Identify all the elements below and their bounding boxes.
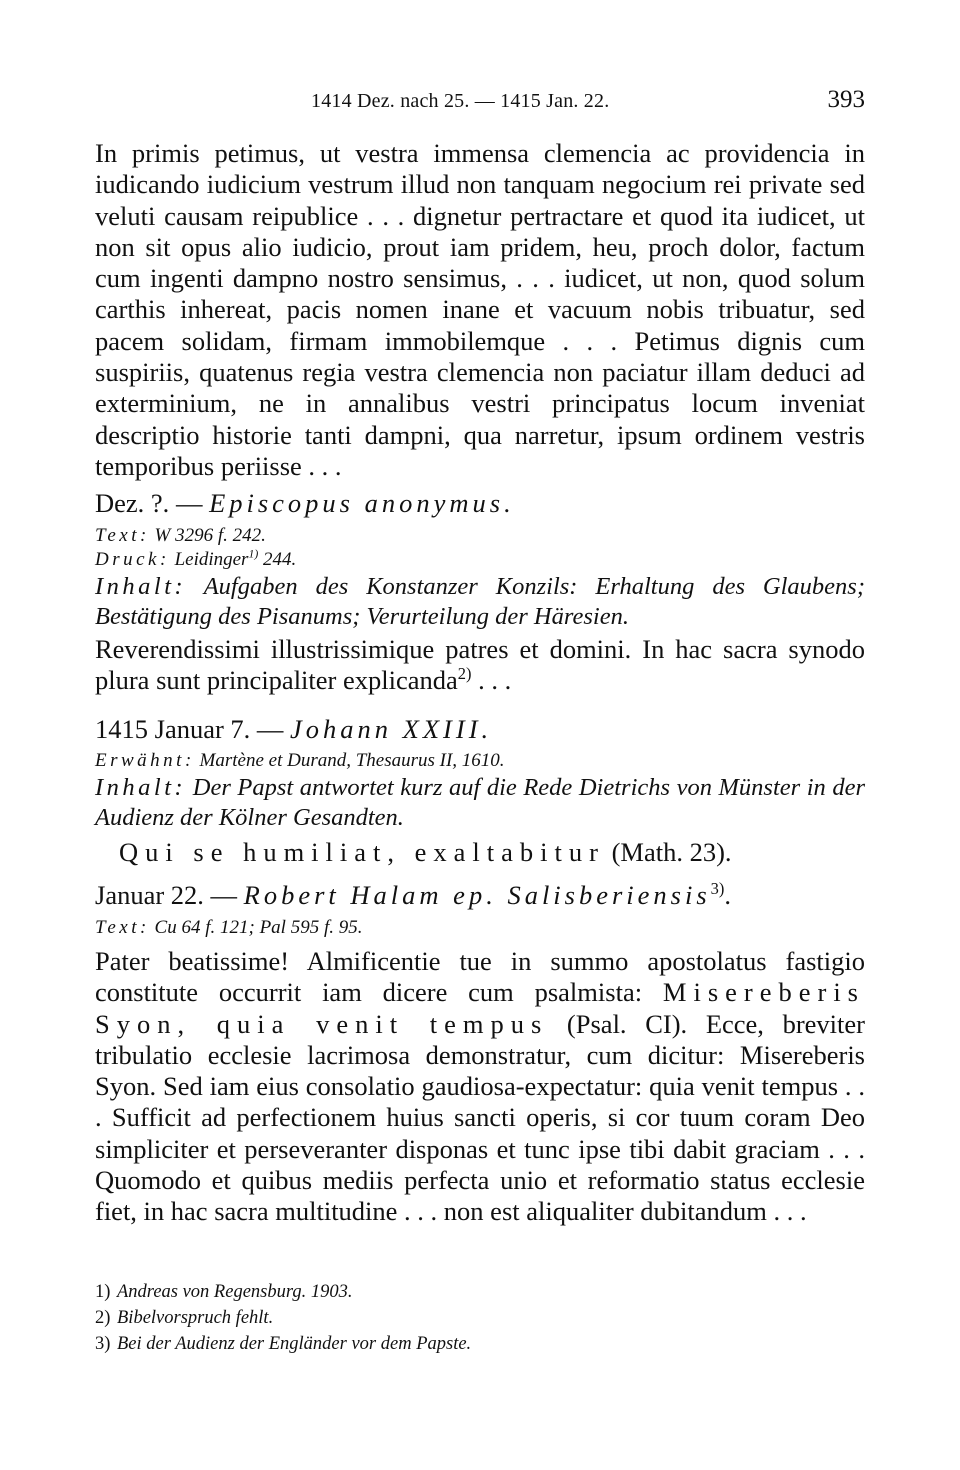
inhalt-value: Der Papst antwortet kurz auf die Rede Dietrichs von Münster in der Audienz der Kölner Gesandten. bbox=[95, 774, 866, 831]
druck-label: Druck: bbox=[95, 549, 170, 570]
druck-page: 244. bbox=[258, 549, 297, 570]
entry-date: Dez. ?. bbox=[95, 488, 170, 518]
quote-ref: (Math. 23). bbox=[604, 837, 732, 867]
inhalt-summary bbox=[95, 773, 865, 833]
quote-text: Qui se humiliat, exaltabitur bbox=[119, 837, 605, 867]
footnote-text: Andreas von Regensburg. 1903. bbox=[117, 1282, 353, 1302]
entry-dash: — bbox=[175, 488, 203, 518]
entry-author: Robert Halam ep. Salisberiensis bbox=[243, 880, 711, 910]
entry-quote bbox=[95, 837, 865, 868]
erwaehnt-value: Martène et Durand, Thesaurus II, 1610. bbox=[199, 750, 505, 771]
text-value: Cu 64 f. 121; Pal 595 f. 95. bbox=[154, 917, 363, 938]
footnote-2 bbox=[95, 1305, 865, 1331]
erwaehnt-label: Erwähnt: bbox=[95, 750, 195, 771]
body-end: . . . bbox=[471, 665, 512, 696]
body-text-a: Pater beatissime! Almificentie tue in summo apostolatus fastigio constitute occurrit iam dicere cum psalmista: bbox=[95, 946, 865, 1008]
footnote-1 bbox=[95, 1279, 865, 1305]
entry-date: Januar 22. bbox=[95, 880, 204, 910]
footnote-ref: 1) bbox=[248, 547, 259, 561]
entry-body bbox=[95, 634, 865, 697]
footnote-3 bbox=[95, 1331, 865, 1357]
footnote-text: Bei der Audienz der Engländer vor dem Papste. bbox=[117, 1334, 472, 1354]
footnote-number: 1) bbox=[95, 1282, 111, 1302]
entry-author: Johann XXIII. bbox=[290, 714, 493, 744]
text-label: Text: bbox=[95, 525, 150, 546]
entry-dash: — bbox=[210, 880, 238, 910]
footnote-ref: 2) bbox=[457, 664, 472, 684]
page-header bbox=[95, 86, 865, 118]
druck-source bbox=[95, 548, 865, 572]
text-value: W 3296 f. 242. bbox=[154, 525, 266, 546]
inhalt-label: Inhalt: bbox=[95, 774, 187, 801]
footnote-number: 2) bbox=[95, 1308, 111, 1328]
footnotes bbox=[95, 1279, 865, 1357]
page-number: 393 bbox=[827, 86, 865, 113]
text-source bbox=[95, 524, 865, 548]
paragraph-text: In primis petimus, ut vestra immensa clemencia ac providencia in iudicando iudicium vestrum illud non tanquam negocium rei private sed veluti causam reipublice . . . dignetur pertractare et quod ita iudicet, ut non sit opus alio iudicio, prout iam pridem, heu, proch dolor, factum cum ingenti dampno nostro sensimus, . . . iudicet, ut non, quod solum carthis inhereat, pacis nomen inane et vacuum nobis tribuatur, sed pacem solidam, firmam immobilemque . . . Petimus dignis cum suspiriis, quatenus regia vestra clemencia non paciatur illam deduci ad exterminium, ne in annalibus vestri principatus locum inveniat descriptio historie tanti dampni, qua narretur, ipsum ordinem vestris temporibus periisse . . . bbox=[95, 138, 865, 481]
author-end: . bbox=[724, 880, 731, 910]
body-text-b: (Psal. CI). Ecce, breviter tribulatio ecclesie lacrimosa demonstratur, cum dicitur: Misereberis Syon. Sed iam eius consolatio gaudiosa-expectatur: quia venit tempus . . . Sufficit ad perfectionem huius sancti operis, si cor tuum coram Deo simpliciter et perseveranter disponas et tunc ipse tibi dabit graciam . . . Quomodo et quibus mediis perfecta unio et reformatio status ecclesie fiet, in hac sacra multitudine . . . non est aliqualiter dubitandum . . . bbox=[95, 1008, 865, 1227]
entry-body bbox=[95, 946, 865, 1228]
body-text: Reverendissimi illustrissimique patres et domini. In hac sacra synodo plura sunt principaliter explicanda bbox=[95, 634, 865, 696]
entry-heading bbox=[95, 880, 865, 911]
running-title: 1414 Dez. nach 25. — 1415 Jan. 22. bbox=[311, 90, 610, 112]
entry-episcopus bbox=[95, 488, 865, 697]
entry-dash: — bbox=[256, 714, 284, 744]
entry-johann bbox=[95, 714, 865, 868]
footnote-number: 3) bbox=[95, 1334, 111, 1354]
footnote-text: Bibelvorspruch fehlt. bbox=[117, 1308, 274, 1328]
continued-paragraph bbox=[95, 138, 865, 482]
inhalt-label: Inhalt: bbox=[95, 573, 187, 600]
text-source bbox=[95, 916, 865, 940]
text-label: Text: bbox=[95, 917, 150, 938]
entry-robert-halam bbox=[95, 880, 865, 1228]
entry-author: Episcopus anonymus. bbox=[209, 488, 515, 518]
inhalt-summary bbox=[95, 572, 865, 632]
entry-date: 1415 Januar 7. bbox=[95, 714, 251, 744]
entry-heading bbox=[95, 714, 865, 745]
erwaehnt-source bbox=[95, 749, 865, 773]
druck-value: Leidinger bbox=[174, 549, 249, 570]
body-spaced-quote: Misereberis Syon, quia venit tempus bbox=[95, 977, 865, 1039]
footnote-ref: 3) bbox=[710, 879, 725, 899]
inhalt-value: Aufgaben des Konstanzer Konzils: Erhaltung des Glaubens; Bestätigung des Pisanums; Verurteilung der Häresien. bbox=[95, 573, 866, 630]
entry-heading bbox=[95, 488, 865, 519]
